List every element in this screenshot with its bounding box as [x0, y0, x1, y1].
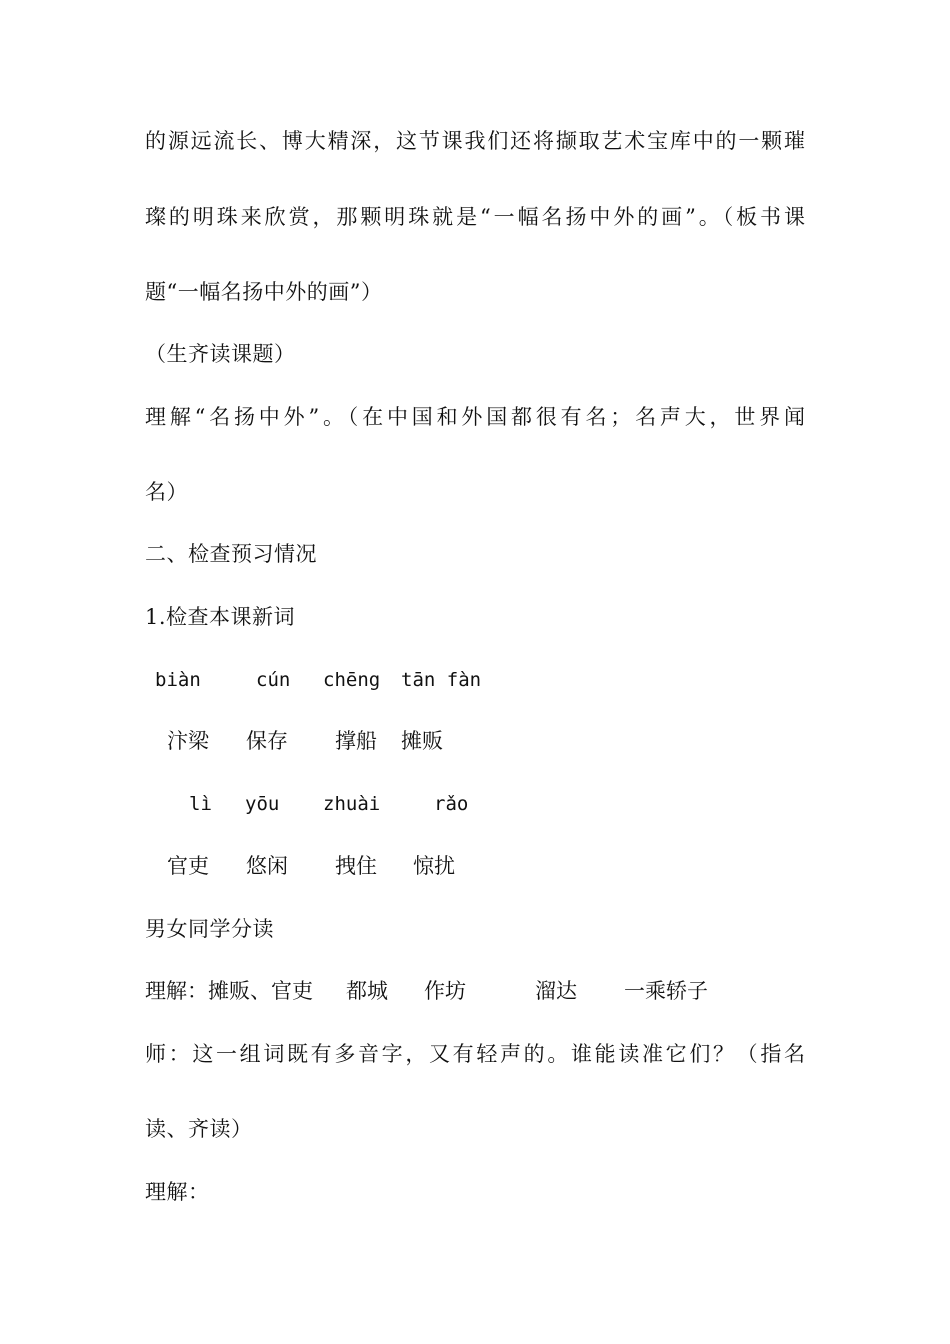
word-zhuaizhu: 拽住 [335, 854, 377, 878]
read-title-note: （生齐读课题） [145, 342, 296, 366]
word-chengchuan: 撑船 [335, 729, 377, 753]
word-jingrao: 惊扰 [413, 854, 455, 878]
understand-word-liuda: 溜达 [535, 979, 577, 1003]
subsection-heading: 1.检查本课新词 [145, 605, 296, 629]
pinyin-you: yōu [245, 793, 280, 815]
understand-word-ducheng: 都城 [346, 979, 388, 1003]
pinyin-cun: cún [256, 669, 291, 691]
read-boys-girls: 男女同学分读 [145, 917, 274, 941]
paragraph-line-2: 璨的明珠来欣赏，那颗明珠就是“一幅名扬中外的画”。（板书课 [145, 205, 805, 229]
pinyin-tanfan: tān fàn [401, 669, 482, 691]
pinyin-li: lì [189, 793, 212, 815]
understand-words-label: 理解：摊贩、官吏 [145, 979, 313, 1003]
pinyin-bian: biàn [155, 669, 201, 691]
teacher-line-1: 师：这一组词既有多音字，又有轻声的。谁能读准它们？（指名 [145, 1042, 805, 1066]
teacher-line-2: 读、齐读） [145, 1117, 253, 1141]
pinyin-zhuai: zhuài [323, 793, 381, 815]
pinyin-rao: rǎo [434, 793, 469, 815]
word-bianliang: 汴梁 [167, 729, 209, 753]
paragraph-line-1: 的源远流长、博大精深，这节课我们还将撷取艺术宝库中的一颗璀 [145, 129, 805, 153]
understand-last: 理解： [145, 1180, 210, 1204]
understand-word-yichengjiaozi: 一乘轿子 [624, 979, 708, 1003]
understand-line-2: 名） [145, 480, 188, 504]
word-baocun: 保存 [246, 729, 288, 753]
section-heading: 二、检查预习情况 [145, 542, 317, 566]
word-youxian: 悠闲 [246, 854, 288, 878]
word-guanli: 官吏 [167, 854, 209, 878]
understand-line-1: 理解“名扬中外”。（在中国和外国都很有名；名声大，世界闻 [145, 405, 805, 429]
pinyin-cheng: chēng [323, 669, 381, 691]
understand-word-zuofang: 作坊 [424, 979, 466, 1003]
paragraph-line-3: 题“一幅名扬中外的画”） [145, 280, 383, 304]
word-tanfan: 摊贩 [401, 729, 443, 753]
